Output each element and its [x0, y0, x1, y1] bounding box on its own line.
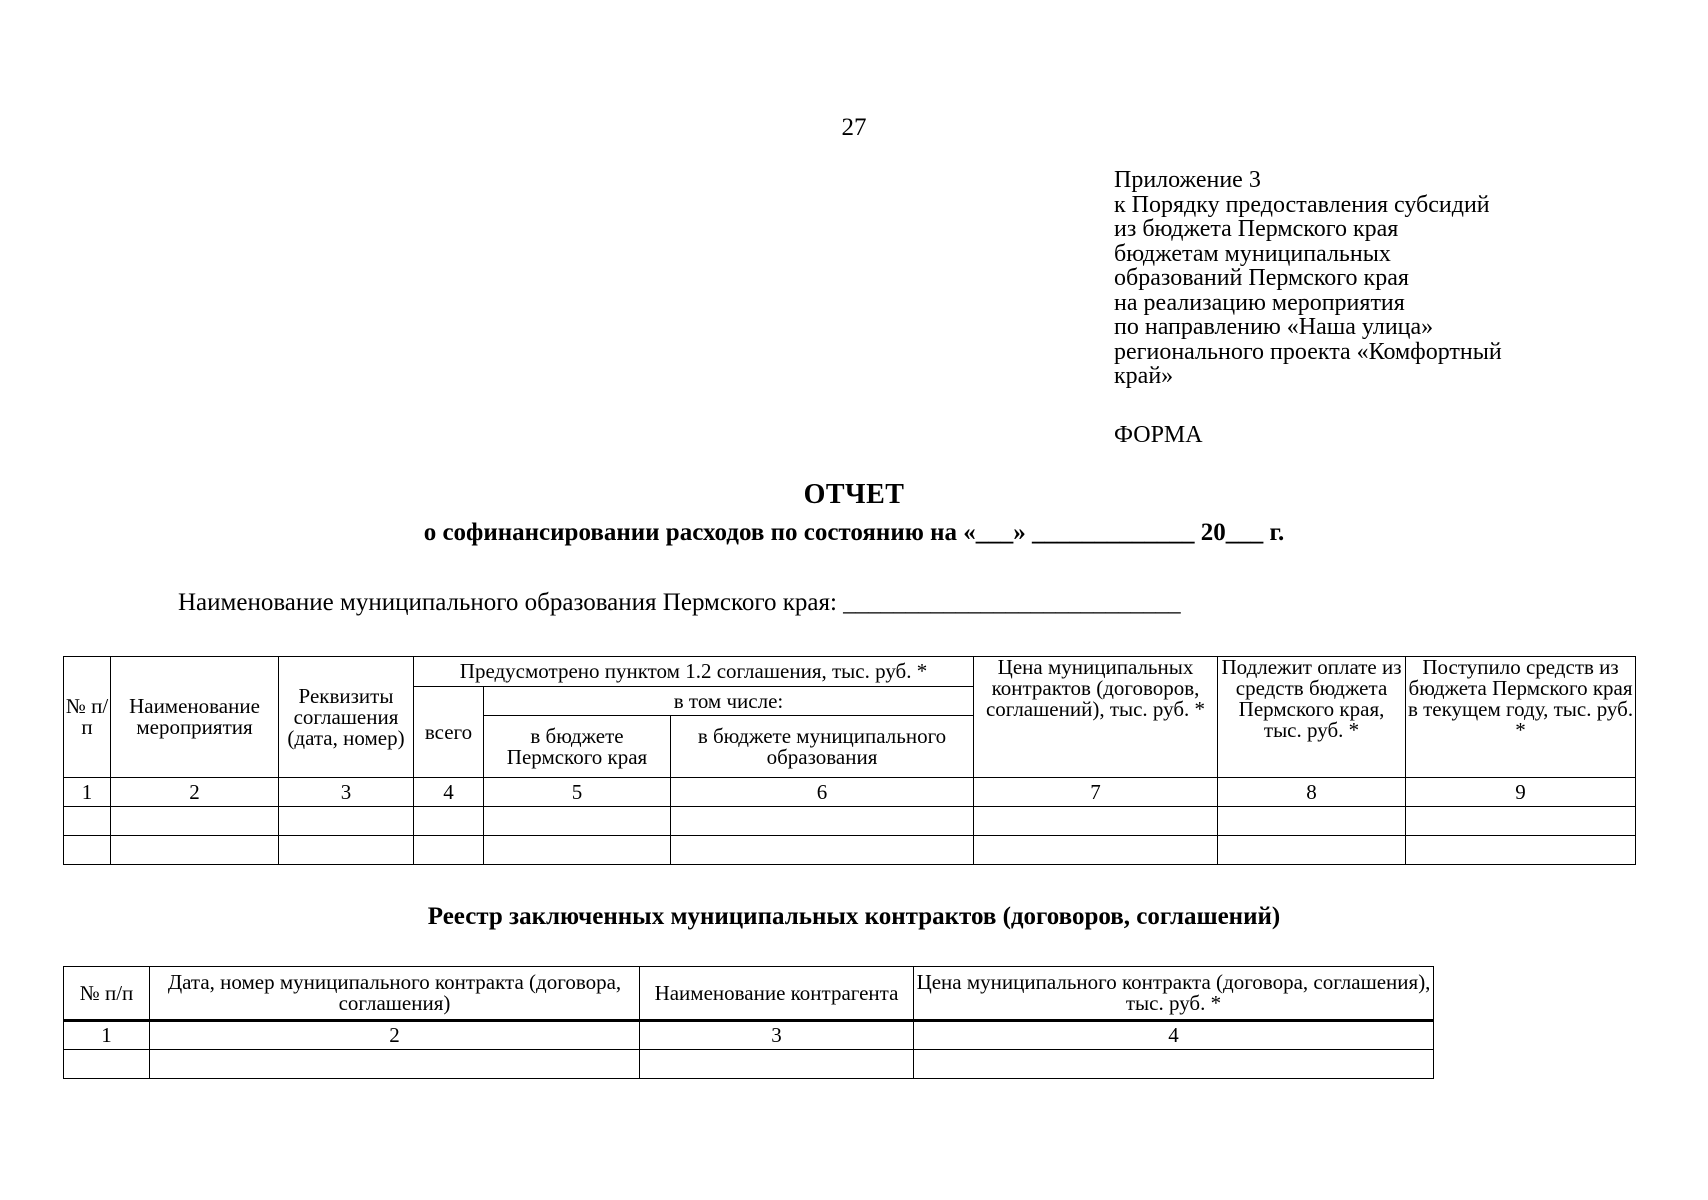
- column-number-row: [64, 1021, 1434, 1050]
- empty-cell[interactable]: [414, 807, 484, 836]
- column-number-row: [64, 778, 1636, 807]
- header-event-name: Наименование мероприятия: [111, 657, 279, 778]
- column-number: 9: [1406, 778, 1636, 807]
- header-regional-budget: в бюджете Пермского края: [484, 716, 671, 778]
- header-including: в том числе:: [484, 687, 974, 716]
- empty-cell[interactable]: [974, 807, 1218, 836]
- empty-cell[interactable]: [64, 1050, 150, 1079]
- empty-cell[interactable]: [640, 1050, 914, 1079]
- header-total: всего: [414, 687, 484, 778]
- empty-cell[interactable]: [279, 807, 414, 836]
- empty-cell[interactable]: [974, 836, 1218, 865]
- column-number: 1: [64, 1021, 150, 1050]
- empty-cell[interactable]: [671, 807, 974, 836]
- empty-cell[interactable]: [279, 836, 414, 865]
- appendix-line: к Порядку предоставления субсидий: [1114, 191, 1490, 218]
- empty-cell[interactable]: [484, 836, 671, 865]
- appendix-block: [1114, 168, 1502, 389]
- header-municipal-budget: в бюджете муниципального образования: [671, 716, 974, 778]
- registry-header-contract: Дата, номер муниципального контракта (договора, соглашения): [150, 967, 640, 1021]
- empty-cell[interactable]: [1218, 807, 1406, 836]
- column-number: 4: [914, 1021, 1434, 1050]
- empty-cell[interactable]: [914, 1050, 1434, 1079]
- report-subtitle: о софинансировании расходов по состоянию на «___» _____________ 20___ г.: [423, 519, 1285, 546]
- table-row: [64, 836, 1636, 865]
- appendix-line: край»: [1114, 363, 1174, 389]
- table-row: [64, 807, 1636, 836]
- empty-cell[interactable]: [671, 836, 974, 865]
- column-number: 2: [111, 778, 279, 807]
- column-number: 3: [279, 778, 414, 807]
- report-title: ОТЧЕТ: [803, 479, 905, 510]
- appendix-line: из бюджета Пермского края: [1114, 216, 1399, 242]
- appendix-line: по направлению «Наша улица»: [1114, 314, 1434, 340]
- form-label: ФОРМА: [1114, 422, 1203, 448]
- registry-table: [63, 966, 1434, 1079]
- empty-cell[interactable]: [64, 836, 111, 865]
- column-number: 7: [974, 778, 1218, 807]
- empty-cell[interactable]: [64, 807, 111, 836]
- empty-cell[interactable]: [484, 807, 671, 836]
- municipality-name-field: Наименование муниципального образования Пермского края: ___________________________: [178, 589, 1181, 616]
- empty-cell[interactable]: [1406, 807, 1636, 836]
- empty-cell[interactable]: [150, 1050, 640, 1079]
- registry-header-counterparty: Наименование контрагента: [640, 967, 914, 1021]
- column-number: 4: [414, 778, 484, 807]
- header-to-pay: Подлежит оплате из средств бюджета Пермского края, тыс. руб. *: [1218, 657, 1406, 778]
- registry-header-price: Цена муниципального контракта (договора, соглашения), тыс. руб. *: [914, 967, 1434, 1021]
- appendix-line: бюджетам муниципальных: [1114, 240, 1391, 267]
- empty-cell[interactable]: [1218, 836, 1406, 865]
- header-requisites: Реквизиты соглашения (дата, номер): [279, 657, 414, 778]
- column-number: 3: [640, 1021, 914, 1050]
- column-number: 8: [1218, 778, 1406, 807]
- appendix-line: образований Пермского края: [1114, 265, 1409, 291]
- column-number: 2: [150, 1021, 640, 1050]
- report-table: [63, 656, 1636, 865]
- page-number: 27: [841, 114, 867, 141]
- appendix-line: Приложение 3: [1114, 167, 1261, 193]
- header-contract-price: Цена муниципальных контрактов (договоров, соглашений), тыс. руб. *: [974, 657, 1218, 778]
- header-received: Поступило средств из бюджета Пермского края в текущем году, тыс. руб. *: [1406, 657, 1636, 778]
- registry-title: Реестр заключенных муниципальных контрактов (договоров, соглашений): [427, 903, 1281, 930]
- registry-header-num: № п/п: [64, 967, 150, 1021]
- column-number: 6: [671, 778, 974, 807]
- column-number: 5: [484, 778, 671, 807]
- empty-cell[interactable]: [111, 836, 279, 865]
- header-num: № п/п: [64, 657, 111, 778]
- column-number: 1: [64, 778, 111, 807]
- empty-cell[interactable]: [111, 807, 279, 836]
- appendix-line: регионального проекта «Комфортный: [1114, 338, 1502, 365]
- header-provided: Предусмотрено пунктом 1.2 соглашения, тыс. руб. *: [414, 657, 974, 687]
- table-row: [64, 1050, 1434, 1079]
- empty-cell[interactable]: [414, 836, 484, 865]
- appendix-line: на реализацию мероприятия: [1114, 289, 1405, 316]
- empty-cell[interactable]: [1406, 836, 1636, 865]
